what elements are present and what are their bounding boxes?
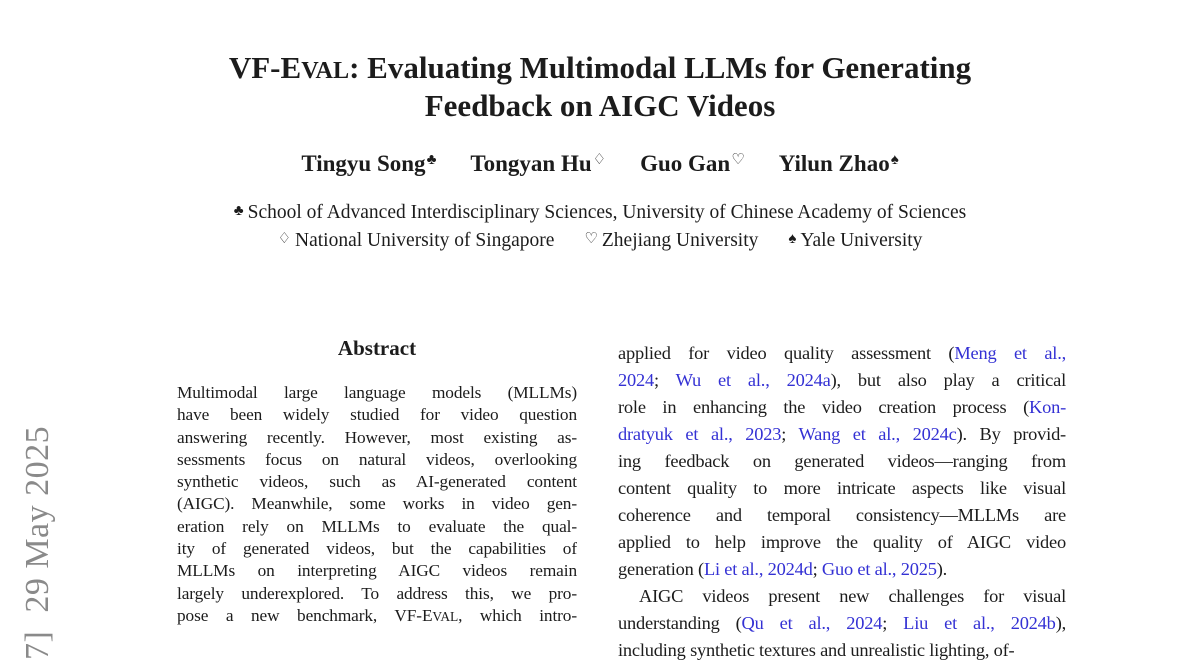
title-text: : Evaluating Multimodal LLMs for Generating bbox=[349, 50, 972, 85]
affiliation bbox=[278, 230, 555, 251]
text-line bbox=[618, 475, 1066, 502]
text-segment: ; bbox=[882, 613, 904, 633]
author-affiliation-mark: ♠ bbox=[890, 152, 899, 168]
author-affiliation-mark: ♣ bbox=[426, 152, 437, 168]
text-line bbox=[177, 493, 577, 515]
text-line bbox=[618, 502, 1066, 529]
text-line bbox=[618, 556, 1066, 583]
abstract-column bbox=[177, 382, 577, 627]
text-line bbox=[177, 583, 577, 605]
affiliation bbox=[234, 202, 966, 223]
text-segment: ), but also play a critical bbox=[830, 370, 1066, 390]
citation-link[interactable]: Wu et al., 2024a bbox=[675, 370, 831, 390]
author-name bbox=[779, 151, 899, 176]
authors-row bbox=[0, 150, 1200, 177]
paper-title-line1 bbox=[0, 50, 1200, 88]
paper-title bbox=[0, 50, 1200, 123]
text-line bbox=[177, 516, 577, 538]
text-line bbox=[177, 404, 577, 426]
title-text: VF-E bbox=[228, 50, 302, 85]
text-segment: MLLMs on interpreting AIGC videos remain bbox=[177, 561, 577, 581]
text-segment: including synthetic textures and unrealistic lighting, of- bbox=[618, 640, 1015, 660]
text-segment: ). bbox=[936, 559, 948, 579]
text-line bbox=[618, 367, 1066, 394]
text-segment: VAL bbox=[432, 608, 459, 624]
text-segment: ; bbox=[812, 559, 822, 579]
text-line bbox=[177, 382, 577, 404]
paper-title-line2: Feedback on AIGC Videos bbox=[424, 88, 776, 123]
text-line bbox=[177, 427, 577, 449]
author-name-text: Tongyan Hu bbox=[470, 151, 592, 176]
text-segment: pose a new benchmark, VF-E bbox=[177, 605, 433, 625]
author-name bbox=[301, 151, 436, 176]
text-segment: ity of generated videos, but the capabilities of bbox=[177, 539, 577, 559]
citation-link[interactable]: Meng et al., bbox=[954, 343, 1066, 363]
text-segment: synthetic videos, such as AI-generated content bbox=[177, 472, 577, 492]
text-segment: sessments focus on natural videos, overlooking bbox=[177, 449, 577, 469]
text-segment: ; bbox=[653, 370, 676, 390]
citation-link[interactable]: dratyuk et al., 2023 bbox=[618, 424, 782, 444]
right-column bbox=[618, 340, 1066, 664]
affiliation bbox=[584, 230, 758, 251]
affiliation-line2 bbox=[0, 229, 1200, 252]
text-line bbox=[618, 394, 1066, 421]
text-line bbox=[618, 448, 1066, 475]
affiliation-line1 bbox=[0, 202, 1200, 224]
text-line bbox=[177, 538, 577, 560]
text-segment: (AIGC). Meanwhile, some works in video gen- bbox=[177, 494, 577, 514]
text-segment: applied to help improve the quality of AIGC video bbox=[618, 532, 1066, 552]
author-name-text: Guo Gan bbox=[640, 151, 731, 176]
text-segment: Multimodal large language models (MLLMs) bbox=[177, 383, 577, 402]
citation-link[interactable]: Liu et al., 2024b bbox=[903, 613, 1056, 633]
author-name-text: Yilun Zhao bbox=[778, 151, 890, 176]
text-line bbox=[618, 637, 1066, 664]
affiliation-text: Zhejiang University bbox=[601, 230, 759, 251]
text-segment: content quality to more intricate aspects like visual bbox=[618, 478, 1066, 498]
citation-link[interactable]: Wang et al., 2024c bbox=[798, 424, 957, 444]
text-line bbox=[618, 610, 1066, 637]
arxiv-stamp: 7] 29 May 2025 bbox=[19, 425, 56, 660]
text-segment: eration rely on MLLMs to evaluate the qual- bbox=[177, 516, 577, 536]
text-segment: largely underexplored. To address this, we pro- bbox=[177, 583, 577, 603]
affiliation-mark: ♢ bbox=[277, 231, 292, 247]
text-line bbox=[618, 340, 1066, 367]
citation-link[interactable]: 2024 bbox=[618, 370, 654, 390]
text-line bbox=[618, 583, 1066, 610]
text-segment: role in enhancing the video creation process ( bbox=[618, 397, 1029, 417]
affiliation-text: School of Advanced Interdisciplinary Sciences, University of Chinese Academy of Sciences bbox=[247, 202, 967, 223]
text-segment: ). By provid- bbox=[956, 424, 1066, 444]
affiliation-text: Yale University bbox=[800, 230, 923, 251]
text-segment: coherence and temporal consistency—MLLMs are bbox=[618, 505, 1066, 525]
text-segment: AIGC videos present new challenges for visual bbox=[639, 586, 1066, 606]
citation-link[interactable]: Li et al., 2024d bbox=[703, 559, 813, 579]
abstract-heading: Abstract bbox=[337, 336, 417, 360]
text-line bbox=[177, 449, 577, 471]
text-segment: understanding ( bbox=[618, 613, 742, 633]
text-line bbox=[177, 560, 577, 582]
text-segment: ing feedback on generated videos—ranging from bbox=[618, 451, 1066, 471]
text-line bbox=[618, 529, 1066, 556]
text-line bbox=[177, 605, 577, 627]
author-name bbox=[640, 151, 745, 176]
affiliation-mark: ♡ bbox=[584, 231, 598, 247]
title-smallcaps: VAL bbox=[301, 57, 350, 84]
text-segment: ; bbox=[781, 424, 799, 444]
text-segment: , which intro- bbox=[458, 605, 577, 625]
affiliation bbox=[788, 230, 922, 251]
text-line bbox=[618, 421, 1066, 448]
citation-link[interactable]: Kon- bbox=[1029, 397, 1066, 417]
affiliation-mark: ♣ bbox=[233, 203, 244, 219]
citation-link[interactable]: Qu et al., 2024 bbox=[741, 613, 883, 633]
text-segment: applied for video quality assessment ( bbox=[618, 343, 955, 363]
text-segment: generation ( bbox=[618, 559, 704, 579]
text-segment: have been widely studied for video question bbox=[177, 405, 577, 425]
text-segment: ), bbox=[1055, 613, 1066, 633]
author-affiliation-mark: ♡ bbox=[731, 152, 745, 168]
text-segment: answering recently. However, most existing as- bbox=[177, 427, 577, 447]
affiliation-mark: ♠ bbox=[788, 231, 797, 247]
author-affiliation-mark: ♢ bbox=[592, 152, 607, 168]
affiliation-text: National University of Singapore bbox=[295, 230, 555, 251]
citation-link[interactable]: Guo et al., 2025 bbox=[821, 559, 937, 579]
author-name bbox=[470, 151, 606, 176]
author-name-text: Tingyu Song bbox=[301, 151, 426, 176]
text-line bbox=[177, 471, 577, 493]
